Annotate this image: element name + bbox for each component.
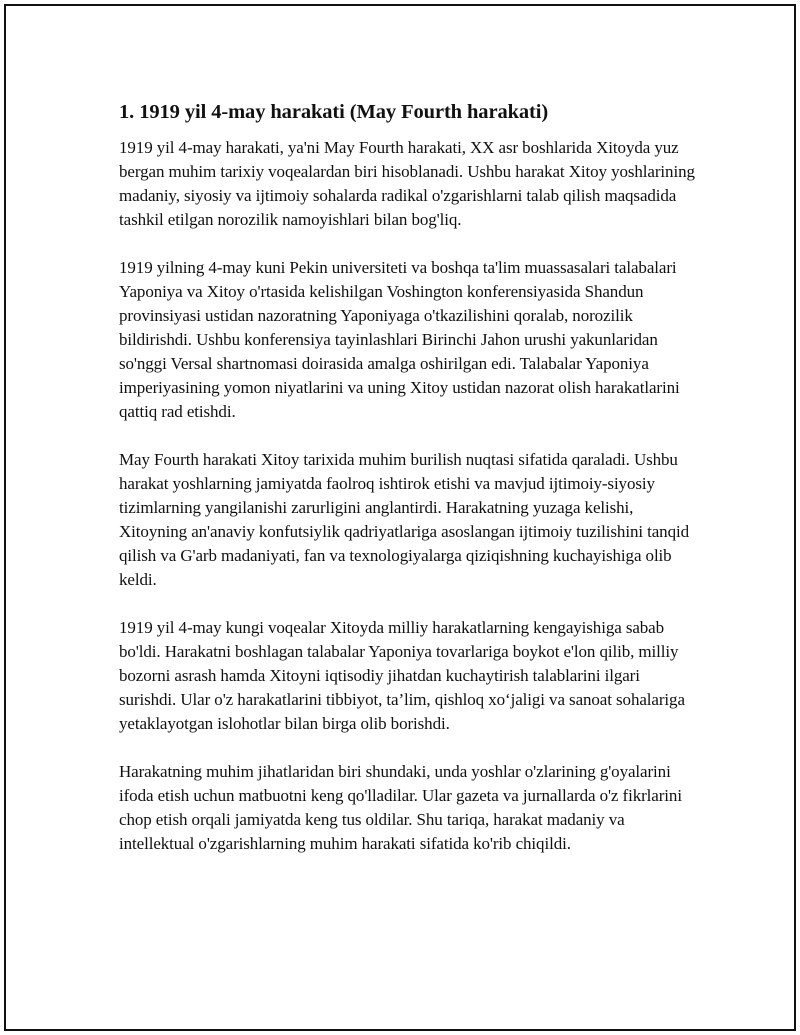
document-page (4, 4, 796, 1031)
paragraph: 1919 yilning 4-may kuni Pekin universiteti va boshqa ta'lim muassasalari talabalari Yaponiya va Xitoy o'rtasida kelishilgan Voshington konferensiyasida Shandun provinsiyasi ustidan nazoratning Yaponiyaga o'tkazilishini qoralab, norozilik bildirishdi. Ushbu konferensiya tayinlashlari Birinchi Jahon urushi yakunlaridan so'nggi Versal shartnomasi doirasida amalga oshirilgan edi. Talabalar Yaponiya imperiyasining yomon niyatlarini va uning Xitoy ustidan nazorat olish harakatlarini qattiq rad etishdi. (119, 258, 680, 421)
paragraph: 1919 yil 4-may harakati, ya'ni May Fourth harakati, XX asr boshlarida Xitoyda yuz bergan muhim tarixiy voqealardan biri hisoblanadi. Ushbu harakat Xitoy yoshlarining madaniy, siyosiy va ijtimoiy sohalarda radikal o'zgarishlarni talab qilish maqsadida tashkil etilgan norozilik namoyishlari bilan bog'liq. (119, 138, 695, 229)
paragraph: Harakatning muhim jihatlaridan biri shundaki, unda yoshlar o'zlarining g'oyalarini ifoda etish uchun matbuotni keng qo'lladilar. Ular gazeta va jurnallarda o'z fikrlarini chop etish orqali jamiyatda keng tus oldilar. Shu tariqa, harakat madaniy va intellektual o'zgarishlarning muhim harakati sifatida ko'rib chiqildi. (119, 762, 682, 853)
paragraph: May Fourth harakati Xitoy tarixida muhim burilish nuqtasi sifatida qaraladi. Ushbu harakat yoshlarning jamiyatda faolroq ishtirok etishi va mavjud ijtimoiy-siyosiy tizimlarning yangilanishi zarurligini anglantirdi. Harakatning yuzaga kelishi, Xitoyning an'anaviy konfutsiylik qadriyatlariga asoslangan ijtimoiy tuzilishini tanqid qilish va G'arb madaniyati, fan va texnologiyalarga qiziqishning kuchayishiga olib keldi. (119, 450, 690, 589)
paragraph: 1919 yil 4-may kungi voqealar Xitoyda milliy harakatlarning kengayishiga sabab bo'ldi. Harakatni boshlagan talabalar Yaponiya tovarlariga boykot e'lon qilib, milliy bozorni asrash hamda Xitoyni iqtisodiy jihatdan kuchaytirish talablarini ilgari surishdi. Ular o'z harakatlarini tibbiyot, ta’lim, qishloq xo‘jaligi va sanoat sohalariga yetaklayotgan islohotlar bilan birga olib borishdi. (119, 618, 685, 733)
document-body (119, 99, 699, 880)
section-title: 1. 1919 yil 4-may harakati (May Fourth harakati) (119, 101, 549, 123)
